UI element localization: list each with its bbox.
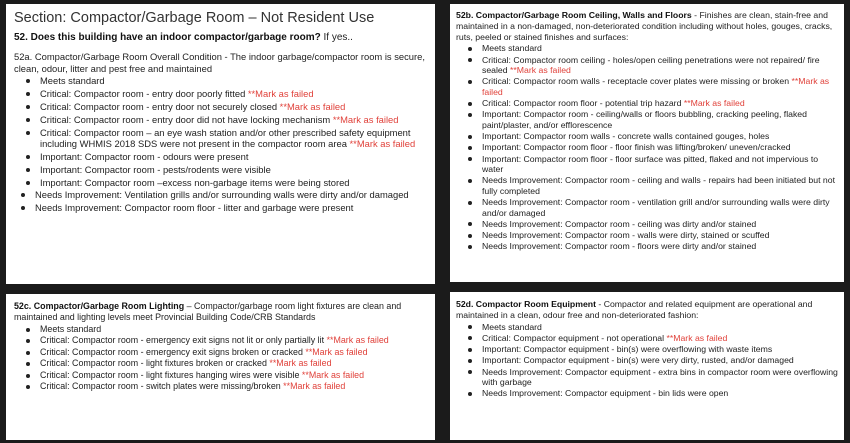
checklist-item-text: Needs Improvement: Compactor room - ceiling was dirty and/or stained: [482, 218, 757, 229]
checklist-item: [482, 322, 838, 332]
checklist-item-text: Critical: Compactor room floor - potential trip hazard: [482, 98, 684, 109]
checklist-item: [40, 75, 427, 86]
checklist-item: [482, 98, 838, 108]
mark-as-failed-flag: **Mark as failed: [482, 76, 830, 97]
checklist-item: [40, 114, 427, 125]
checklist-item-text: Critical: Compactor room - entry door not securely closed: [40, 100, 280, 112]
checklist-item-text: Critical: Compactor room - light fixtures broken or cracked: [40, 358, 270, 369]
lighting-description: – Compactor/garbage room light fixtures are clean and maintained and lighting levels meet Provincial Building Code/CRB Standards: [14, 301, 402, 322]
lighting-intro: [14, 301, 427, 323]
lighting-panel: [6, 294, 435, 440]
checklist-item: [482, 76, 838, 97]
checklist-item: [482, 142, 838, 152]
ceiling-walls-floors-panel: [450, 4, 844, 282]
mark-as-failed-flag: **Mark as failed: [332, 113, 399, 125]
checklist-item-text: Critical: Compactor equipment - not operational: [482, 332, 667, 343]
checklist-item-text: Important: Compactor room walls - concrete walls contained gouges, holes: [482, 131, 770, 142]
checklist-item-text: Important: Compactor room - ceiling/walls or floors bubbling, cracking peeling, flaked paint/plaster, and/or efflorescence: [482, 109, 807, 130]
checklist-item: [482, 230, 838, 240]
checklist-item: [40, 101, 427, 112]
overall-condition-intro: 52a. Compactor/Garbage Room Overall Condition - The indoor garbage/compactor room is secure, clean, odour, litter and pest free and maintained: [14, 51, 425, 74]
lighting-list: [14, 324, 427, 392]
checklist-item: [40, 88, 427, 99]
checklist-item: [35, 202, 427, 213]
mark-as-failed-flag: **Mark as failed: [510, 65, 571, 76]
mark-as-failed-flag: **Mark as failed: [666, 332, 728, 343]
mark-as-failed-flag: **Mark as failed: [247, 87, 314, 99]
equipment-panel: [450, 292, 844, 440]
checklist-item-text: Important: Compactor room - pests/rodents were visible: [40, 163, 271, 175]
checklist-item: [482, 333, 838, 343]
checklist-item: [482, 367, 838, 388]
checklist-item-text: Critical: Compactor room ceiling - holes/open ceiling penetrations were not repaired/ fire sealed: [482, 54, 820, 76]
checklist-item: [482, 197, 838, 218]
checklist-item-text: Critical: Compactor room – an eye wash station and/or other prescribed safety equipment including WHMIS 2018 SDS were not present in the compactor room area: [40, 126, 411, 149]
checklist-item-text: Meets standard: [40, 75, 105, 86]
checklist-item: [482, 109, 838, 130]
checklist-item-text: Needs Improvement: Compactor room - ceiling and walls - repairs had been initiated but not fully completed: [482, 175, 835, 196]
checklist-item: [40, 347, 427, 358]
checklist-item: [482, 388, 838, 398]
equipment-description: - Compactor and related equipment are operational and maintained in a clean, odour free and non-deteriorated fashion:: [456, 299, 813, 320]
checklist-item-text: Meets standard: [40, 324, 102, 334]
checklist-item-text: Important: Compactor room floor - floor finish was lifting/broken/ uneven/cracked: [482, 142, 791, 153]
checklist-item-text: Meets standard: [482, 43, 542, 54]
checklist-item-text: Important: Compactor room - odours were present: [40, 150, 249, 162]
equipment-intro: [456, 299, 838, 321]
ceiling-walls-floors-description: - Finishes are clean, stain-free and maintained in a non-damaged, non-deteriorated condition including without holes, gouges, cracks, ruts, peeled or stained finishes and surfaces:: [456, 10, 833, 42]
checklist-item-text: Needs Improvement: Compactor room - walls were dirty, stained or scuffed: [482, 230, 770, 241]
checklist-item-text: Important: Compactor equipment - bin(s) were very dirty, rusted, and/or damaged: [482, 355, 794, 366]
checklist-item: [40, 127, 427, 150]
checklist-item: [482, 43, 838, 53]
checklist-item: [482, 154, 838, 175]
mark-as-failed-flag: **Mark as failed: [305, 346, 368, 357]
checklist-item: [482, 175, 838, 196]
checklist-item-text: Critical: Compactor room walls - receptacle cover plates were missing or broken: [482, 76, 792, 87]
checklist-item: [35, 189, 427, 200]
checklist-item-text: Important: Compactor room –excess non-garbage items were being stored: [40, 176, 350, 188]
mark-as-failed-flag: **Mark as failed: [349, 137, 416, 149]
checklist-item-text: Needs Improvement: Compactor equipment - extra bins in compactor room were overflowing with garbage: [482, 366, 838, 388]
checklist-item: [40, 177, 427, 188]
checklist-item: [40, 381, 427, 392]
ceiling-walls-floors-list: [456, 43, 838, 251]
checklist-item: [482, 241, 838, 251]
overall-condition-panel: [6, 4, 435, 284]
lighting-heading: 52c. Compactor/Garbage Room Lighting: [14, 301, 185, 311]
checklist-item-text: Critical: Compactor room - emergency exit signs not lit or only partially lit: [40, 335, 327, 346]
checklist-item-text: Critical: Compactor room - entry door poorly fitted: [40, 87, 248, 99]
checklist-item: [482, 355, 838, 365]
mark-as-failed-flag: **Mark as failed: [283, 381, 346, 392]
mark-as-failed-flag: **Mark as failed: [326, 335, 389, 346]
ceiling-walls-floors-intro: [456, 10, 838, 42]
checklist-item-text: Needs Improvement: Compactor room - ventilation grill and/or surrounding walls were dirty and/or damaged: [482, 197, 830, 218]
question-suffix: If yes..: [320, 32, 353, 43]
checklist-item: [40, 164, 427, 175]
mark-as-failed-flag: **Mark as failed: [279, 100, 346, 112]
checklist-item-text: Important: Compactor room floor - floor surface was pitted, flaked and not impervious to water: [482, 153, 819, 175]
checklist-item: [482, 344, 838, 354]
checklist-item-text: Needs Improvement: Ventilation grills and/or surrounding walls were dirty and/or damaged: [35, 189, 409, 201]
checklist-item-text: Critical: Compactor room - switch plates were missing/broken: [40, 381, 284, 392]
checklist-item: [482, 219, 838, 229]
checklist-item: [482, 55, 838, 76]
compactor-room-question: [14, 31, 427, 44]
checklist-item: [40, 151, 427, 162]
checklist-item-text: Critical: Compactor room - entry door did not have locking mechanism: [40, 113, 333, 125]
checklist-item-text: Critical: Compactor room - emergency exit signs broken or cracked: [40, 346, 306, 357]
mark-as-failed-flag: **Mark as failed: [683, 98, 745, 109]
equipment-list: [456, 322, 838, 399]
overall-condition-list: [14, 75, 427, 214]
checklist-item: [40, 358, 427, 369]
checklist-item-text: Meets standard: [482, 321, 542, 332]
mark-as-failed-flag: **Mark as failed: [301, 369, 365, 380]
checklist-item: [40, 335, 427, 346]
checklist-item-text: Critical: Compactor room - light fixtures hanging wires were visible: [40, 369, 302, 380]
checklist-item: [40, 324, 427, 335]
checklist-item: [40, 370, 427, 381]
checklist-item-text: Needs Improvement: Compactor room - floors were dirty and/or stained: [482, 241, 757, 252]
section-title: Section: Compactor/Garbage Room – Not Resident Use: [14, 10, 375, 26]
checklist-item-text: Needs Improvement: Compactor room floor - litter and garbage were present: [35, 202, 354, 214]
ceiling-walls-floors-heading: 52b. Compactor/Garbage Room Ceiling, Walls and Floors: [456, 10, 692, 20]
checklist-item: [482, 131, 838, 141]
equipment-heading: 52d. Compactor Room Equipment: [456, 299, 596, 309]
checklist-item-text: Important: Compactor equipment - bin(s) were overflowing with waste items: [482, 344, 773, 355]
mark-as-failed-flag: **Mark as failed: [269, 358, 332, 369]
checklist-item-text: Needs Improvement: Compactor equipment - bin lids were open: [482, 388, 729, 399]
question-text: 52. Does this building have an indoor compactor/garbage room?: [14, 32, 321, 43]
